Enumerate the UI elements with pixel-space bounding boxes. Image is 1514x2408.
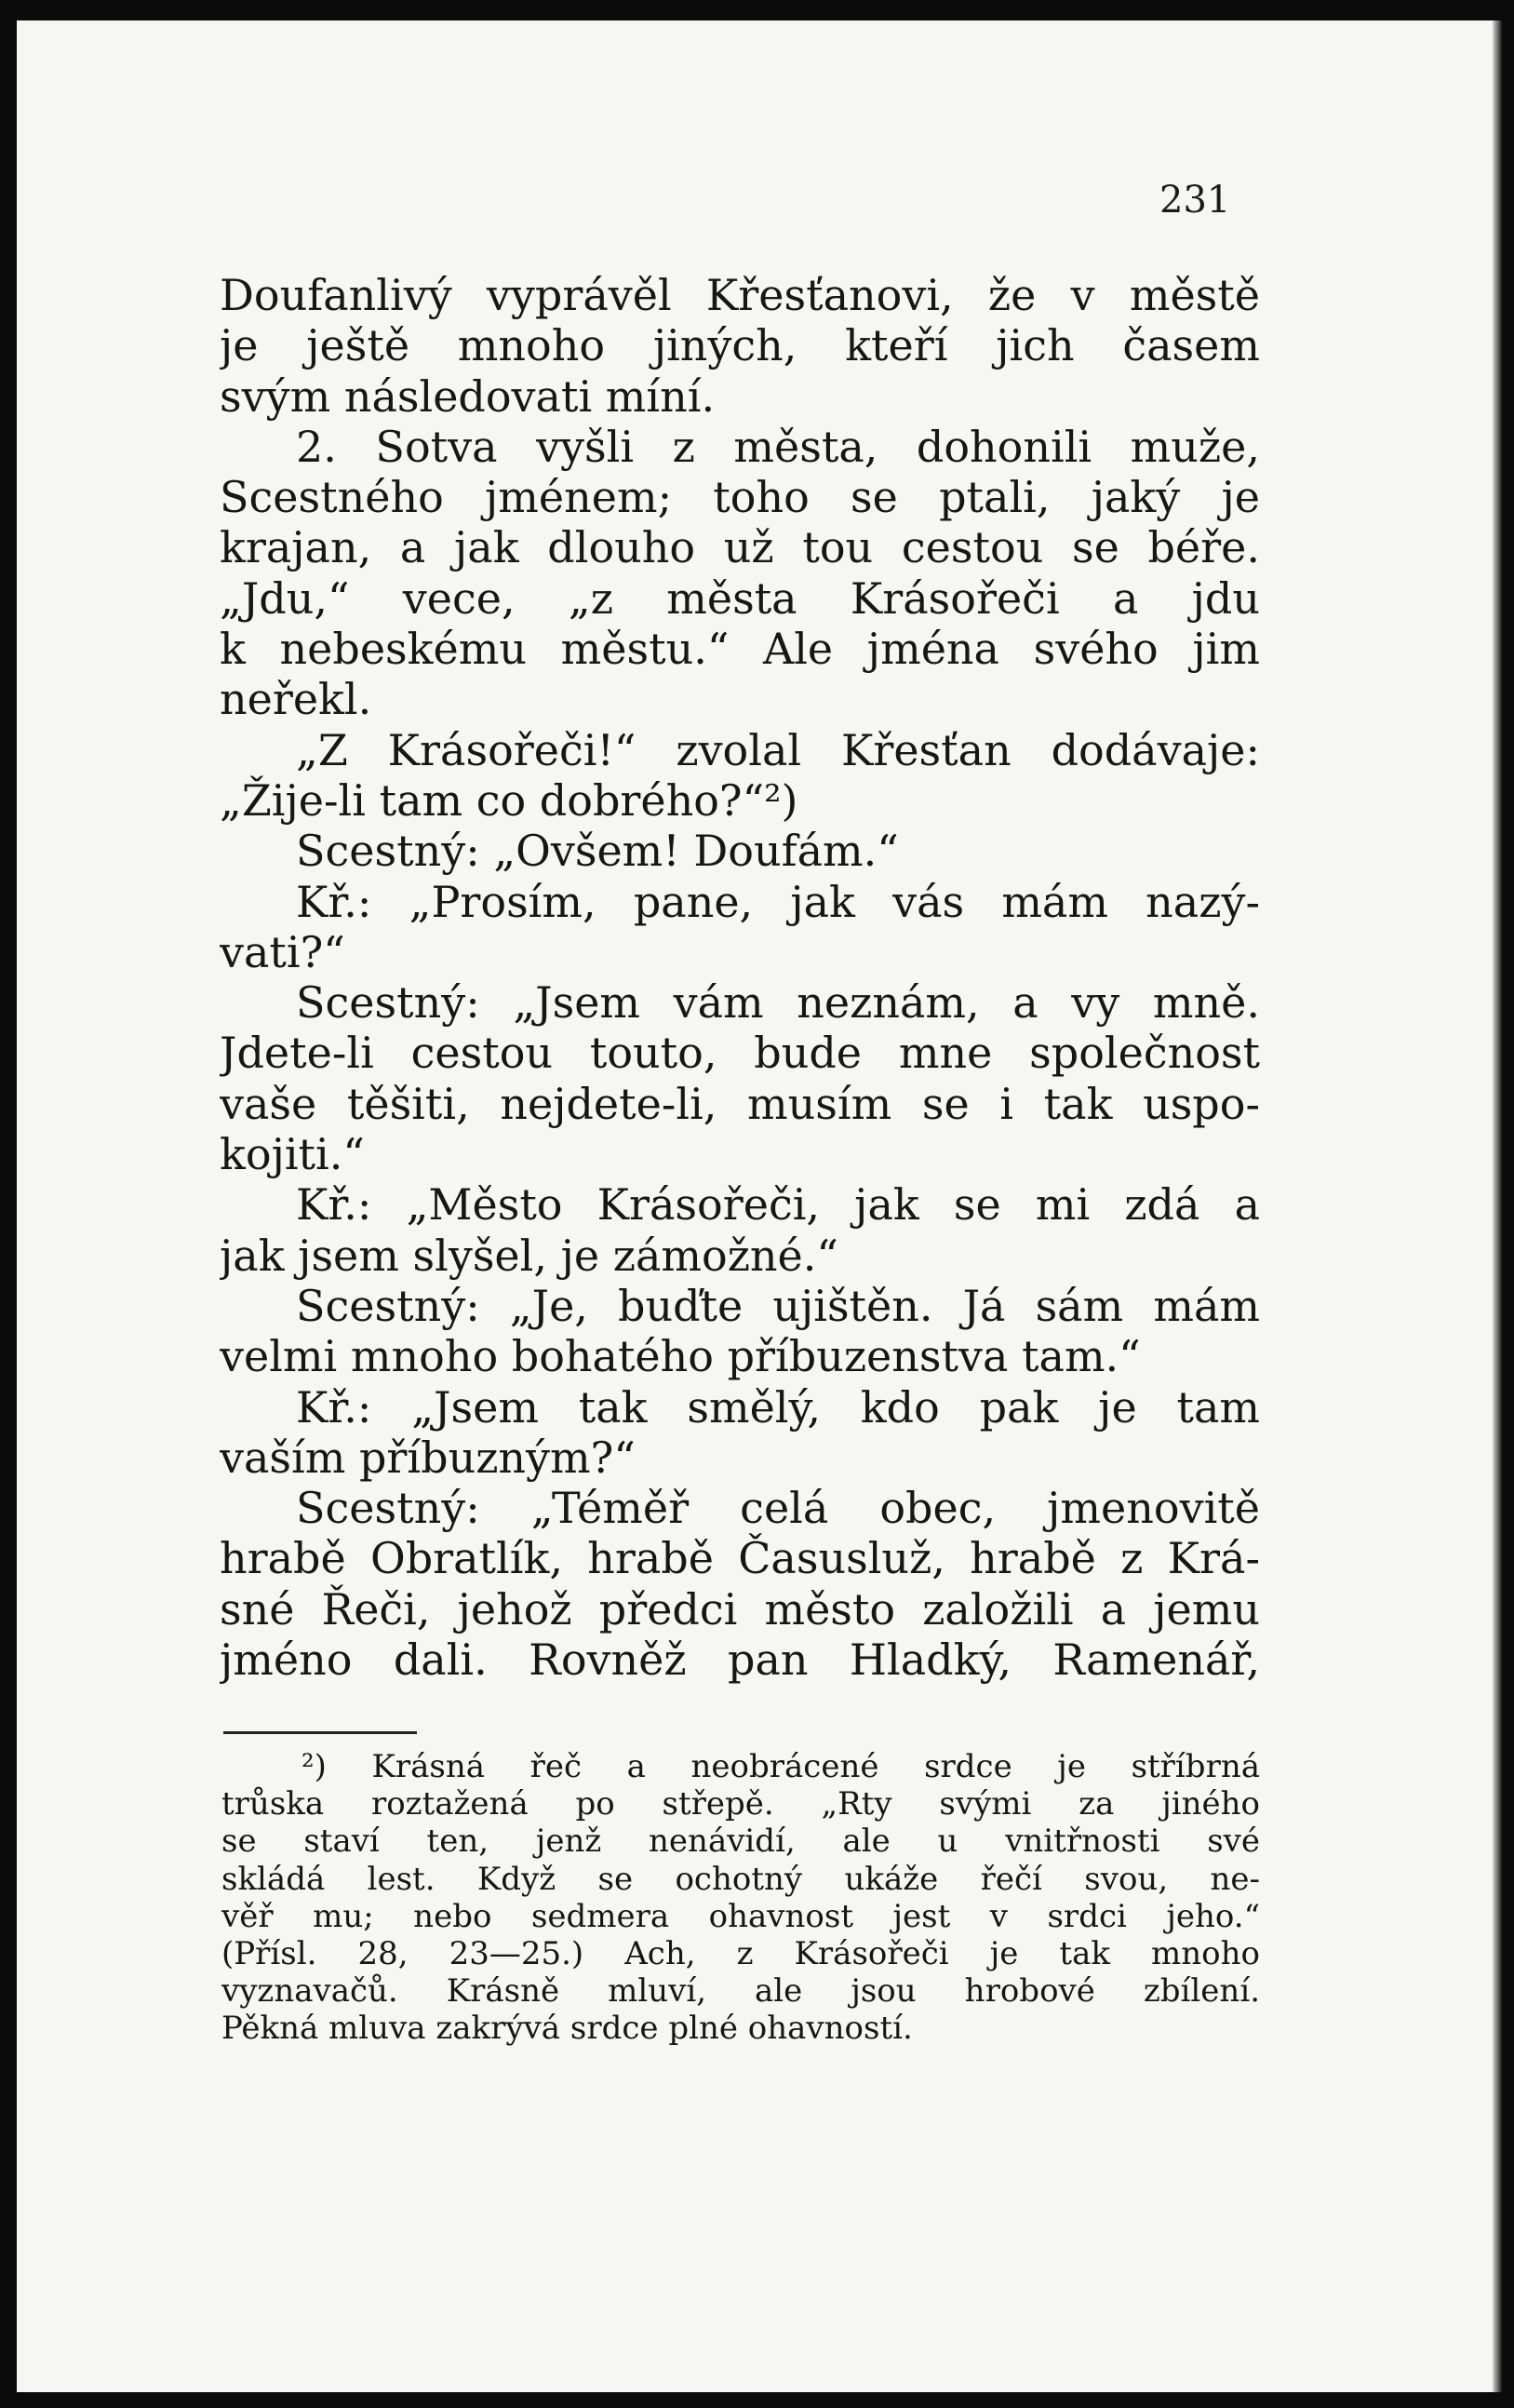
footnote-line: trůska roztažená po střepě. „Rty svými za jiného: [221, 1785, 1260, 1823]
text-line: „Z Krásořeči!“ zvolal Křesťan dodávaje:: [296, 724, 1260, 775]
page-edge-shadow: [1493, 20, 1502, 2392]
text-line: kojiti.“: [220, 1129, 365, 1180]
footnote-line: se staví ten, jenž nenávidí, ale u vnitřnosti své: [221, 1823, 1260, 1861]
text-line: Scestný: „Je, buďte ujištěn. Já sám mám: [296, 1280, 1260, 1331]
text-line: sné Řeči, jehož předci město založili a jemu: [220, 1583, 1260, 1634]
body-text: [220, 270, 1260, 1685]
text-line: Scestného jménem; toho se ptali, jaký je: [220, 472, 1260, 523]
text-line: je ještě mnoho jiných, kteří jich časem: [220, 320, 1260, 371]
text-line: „Žije-li tam co dobrého?“²): [220, 774, 798, 826]
footnotes: [221, 1748, 1260, 2048]
footnote-line: (Přísl. 28, 23—25.) Ach, z Krásořeči je tak mnoho: [221, 1934, 1260, 1972]
book-page: [17, 20, 1502, 2392]
text-line: Kř.: „Prosím, pane, jak vás mám nazý-: [296, 876, 1260, 927]
text-line: velmi mnoho bohatého příbuzenstva tam.“: [220, 1331, 1141, 1382]
text-line: Scestný: „Jsem vám neznám, a vy mně.: [296, 977, 1260, 1029]
page-number: 231: [1159, 179, 1231, 222]
text-line: Scestný: „Téměř celá obec, jmenovitě: [296, 1483, 1260, 1534]
text-line: vaše těšiti, nejdete-li, musím se i tak uspo-: [220, 1078, 1260, 1129]
footnote-line: věř mu; nebo sedmera ohavnost jest v srdci jeho.“: [221, 1897, 1260, 1935]
footnote-divider: [223, 1731, 417, 1734]
text-line: neřekl.: [220, 674, 372, 725]
text-line: Kř.: „Město Krásořeči, jak se mi zdá a: [296, 1179, 1260, 1231]
text-line: Doufanlivý vyprávěl Křesťanovi, že v městě: [220, 270, 1260, 320]
text-line: jak jsem slyšel, je zámožné.“: [220, 1230, 838, 1281]
text-line: Kř.: „Jsem tak smělý, kdo pak je tam: [296, 1381, 1260, 1433]
footnote-line: vyznavačů. Krásně mluví, ale jsou hrobové zbílení.: [221, 1972, 1260, 2011]
text-line: Jdete-li cestou touto, bude mne společnost: [220, 1028, 1260, 1079]
text-line: jméno dali. Rovněž pan Hladký, Ramenář,: [220, 1634, 1260, 1686]
text-line: svým následovati míní.: [220, 370, 716, 422]
footnote-line: Pěkná mluva zakrývá srdce plné ohavností.: [221, 2010, 913, 2048]
text-line: Scestný: „Ovšem! Doufám.“: [296, 826, 899, 877]
footnote-line: ²) Krásná řeč a neobrácené srdce je stříbrná: [301, 1748, 1260, 1785]
text-line: „Jdu,“ vece, „z města Krásořeči a jdu: [220, 572, 1260, 624]
text-line: krajan, a jak dlouho už tou cestou se béře.: [220, 522, 1260, 573]
footnote-line: skládá lest. Když se ochotný ukáže řečí svou, ne-: [221, 1860, 1260, 1898]
text-line: k nebeskému městu.“ Ale jména svého jim: [220, 624, 1260, 675]
text-line: vati?“: [220, 926, 345, 977]
text-line: 2. Sotva vyšli z města, dohonili muže,: [296, 421, 1260, 472]
text-line: hrabě Obratlík, hrabě Časusluž, hrabě z Krá-: [220, 1533, 1260, 1584]
text-line: vaším příbuzným?“: [220, 1432, 636, 1483]
